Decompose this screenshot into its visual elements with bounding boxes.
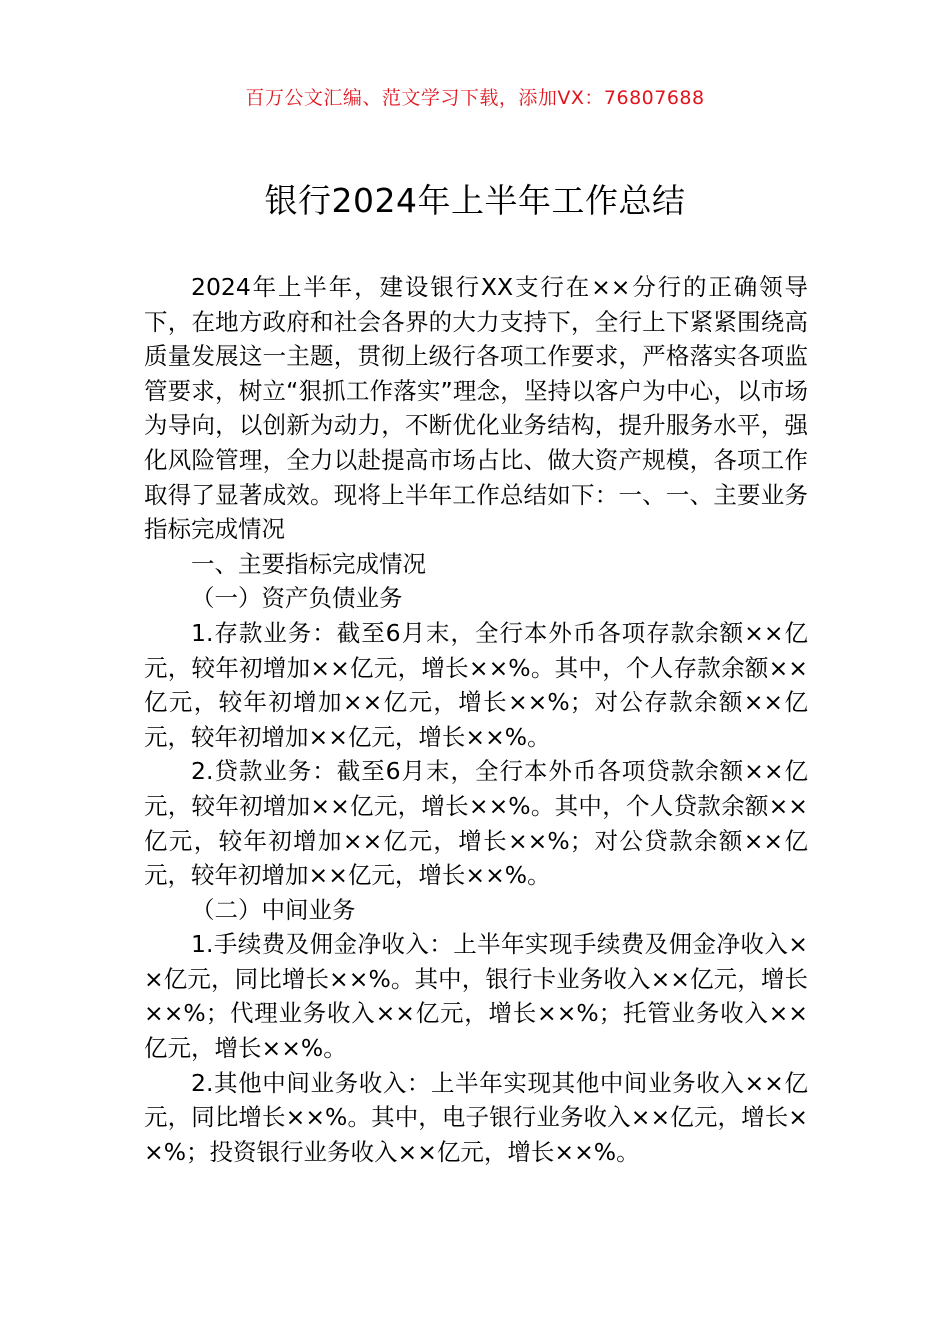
section-heading-main-indicators: 一、主要指标完成情况: [191, 549, 426, 578]
paragraph-fee-commission-income: 1.手续费及佣金净收入：上半年实现手续费及佣金净收入××亿元，同比增长××%。其中，银行卡业务收入××亿元，增长××%；代理业务收入××亿元，增长××%；托管业务收入××亿元，增长××%。: [144, 930, 808, 1063]
header-note: 百万公文汇编、范文学习下载，添加VX：76807688: [245, 87, 705, 109]
subsection-heading-intermediary-business: （二）中间业务: [191, 895, 356, 924]
subsection-heading-assets-liabilities: （一）资产负债业务: [191, 584, 403, 613]
document-body: [144, 270, 808, 1169]
intro-paragraph: 2024年上半年，建设银行XX支行在××分行的正确领导下，在地方政府和社会各界的大力支持下，全行上下紧紧围绕高质量发展这一主题，贯彻上级行各项工作要求，严格落实各项监管要求，树立“狠抓工作落实”理念，坚持以客户为中心，以市场为导向，以创新为动力，不断优化业务结构，提升服务水平，强化风险管理，全力以赴提高市场占比、做大资产规模，各项工作取得了显著成效。现将上半年工作总结如下：一、一、主要业务指标完成情况: [144, 273, 808, 544]
document-title: 银行2024年上半年工作总结: [264, 181, 686, 220]
paragraph-loan-business: 2.贷款业务：截至6月末，全行本外币各项贷款余额××亿元，较年初增加××亿元，增长××%。其中，个人贷款余额××亿元，较年初增加××亿元，增长××%；对公贷款余额××亿元，较年初增加××亿元，增长××%。: [144, 757, 808, 890]
paragraph-deposit-business: 1.存款业务：截至6月末，全行本外币各项存款余额××亿元，较年初增加××亿元，增长××%。其中，个人存款余额××亿元，较年初增加××亿元，增长××%；对公存款余额××亿元，较年初增加××亿元，增长××%。: [144, 618, 808, 751]
paragraph-other-intermediary-income: 2.其他中间业务收入：上半年实现其他中间业务收入××亿元，同比增长××%。其中，电子银行业务收入××亿元，增长××%；投资银行业务收入××亿元，增长××%。: [144, 1068, 808, 1166]
